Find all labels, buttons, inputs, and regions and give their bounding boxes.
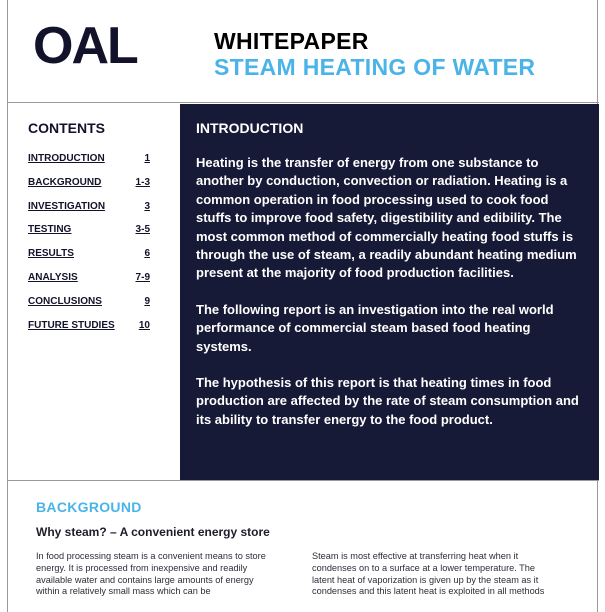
toc-label: FUTURE STUDIES [28, 319, 115, 331]
toc-link-testing[interactable] [28, 223, 150, 247]
intro-paragraph: The following report is an investigation into the real world performance of commercial steam based food heating systems. [196, 301, 554, 354]
document-subtitle: STEAM HEATING OF WATER [214, 54, 536, 80]
toc-page: 1-3 [135, 176, 150, 188]
toc-label: TESTING [28, 224, 72, 236]
toc-link-analysis[interactable] [28, 271, 150, 295]
toc-link-background[interactable] [28, 176, 150, 200]
toc-page: 10 [138, 319, 150, 331]
contents-heading: CONTENTS [28, 120, 105, 136]
background-section [8, 481, 599, 612]
background-column-right: Steam is most effective at transferring heat when it condenses on to a surface at a lower temperature. The latent heat of vaporization is given up by the steam as it condenses and this latent heat is exploited in all methods [312, 551, 545, 597]
intro-paragraph: Heating is the transfer of energy from one substance to another by conduction, convection or radiation. Heating is a common operation in food processing used to cook food stuffs to improve food safety, digestibility and edibility. The most common method of commercially heating food stuffs is through the use of steam, a readily abundant heating medium present at the majority of food production facilities. [196, 155, 577, 281]
toc-link-introduction[interactable] [28, 152, 150, 176]
toc-label: BACKGROUND [28, 176, 102, 188]
toc-label: ANALYSIS [28, 271, 78, 283]
toc-link-results[interactable] [28, 247, 150, 271]
background-subheading: Why steam? – A convenient energy store [36, 525, 270, 539]
toc-label: INVESTIGATION [28, 200, 106, 212]
toc-page: 3-5 [135, 224, 150, 236]
toc-label: INTRODUCTION [28, 153, 105, 164]
toc-link-future-studies[interactable] [28, 319, 150, 343]
background-heading: BACKGROUND [36, 499, 142, 515]
toc-page: 6 [144, 248, 150, 260]
toc-link-investigation[interactable] [28, 200, 150, 224]
introduction-body [196, 154, 580, 447]
toc-page: 1 [144, 153, 150, 164]
intro-paragraph: The hypothesis of this report is that heating times in food production are affected by the rate of steam consumption and its ability to transfer energy to the food product. [196, 375, 579, 427]
contents-panel [8, 104, 180, 480]
toc-page: 9 [144, 295, 150, 307]
introduction-panel [180, 104, 599, 480]
toc-page: 7-9 [135, 271, 150, 283]
toc-label: CONCLUSIONS [28, 295, 102, 307]
oal-logo: OAL [33, 17, 137, 75]
toc-link-conclusions[interactable] [28, 295, 150, 319]
introduction-heading: INTRODUCTION [196, 120, 304, 136]
document-frame [7, 0, 598, 612]
background-column-left: In food processing steam is a convenient means to store energy. It is processed from inexpensive and readily available water and contains large amounts of energy within a relatively small mass which can be [36, 551, 266, 597]
toc-page: 3 [144, 200, 150, 212]
toc-label: RESULTS [28, 248, 74, 260]
table-of-contents [28, 152, 150, 342]
document-header [8, 0, 599, 103]
document-title: WHITEPAPER [214, 28, 369, 54]
